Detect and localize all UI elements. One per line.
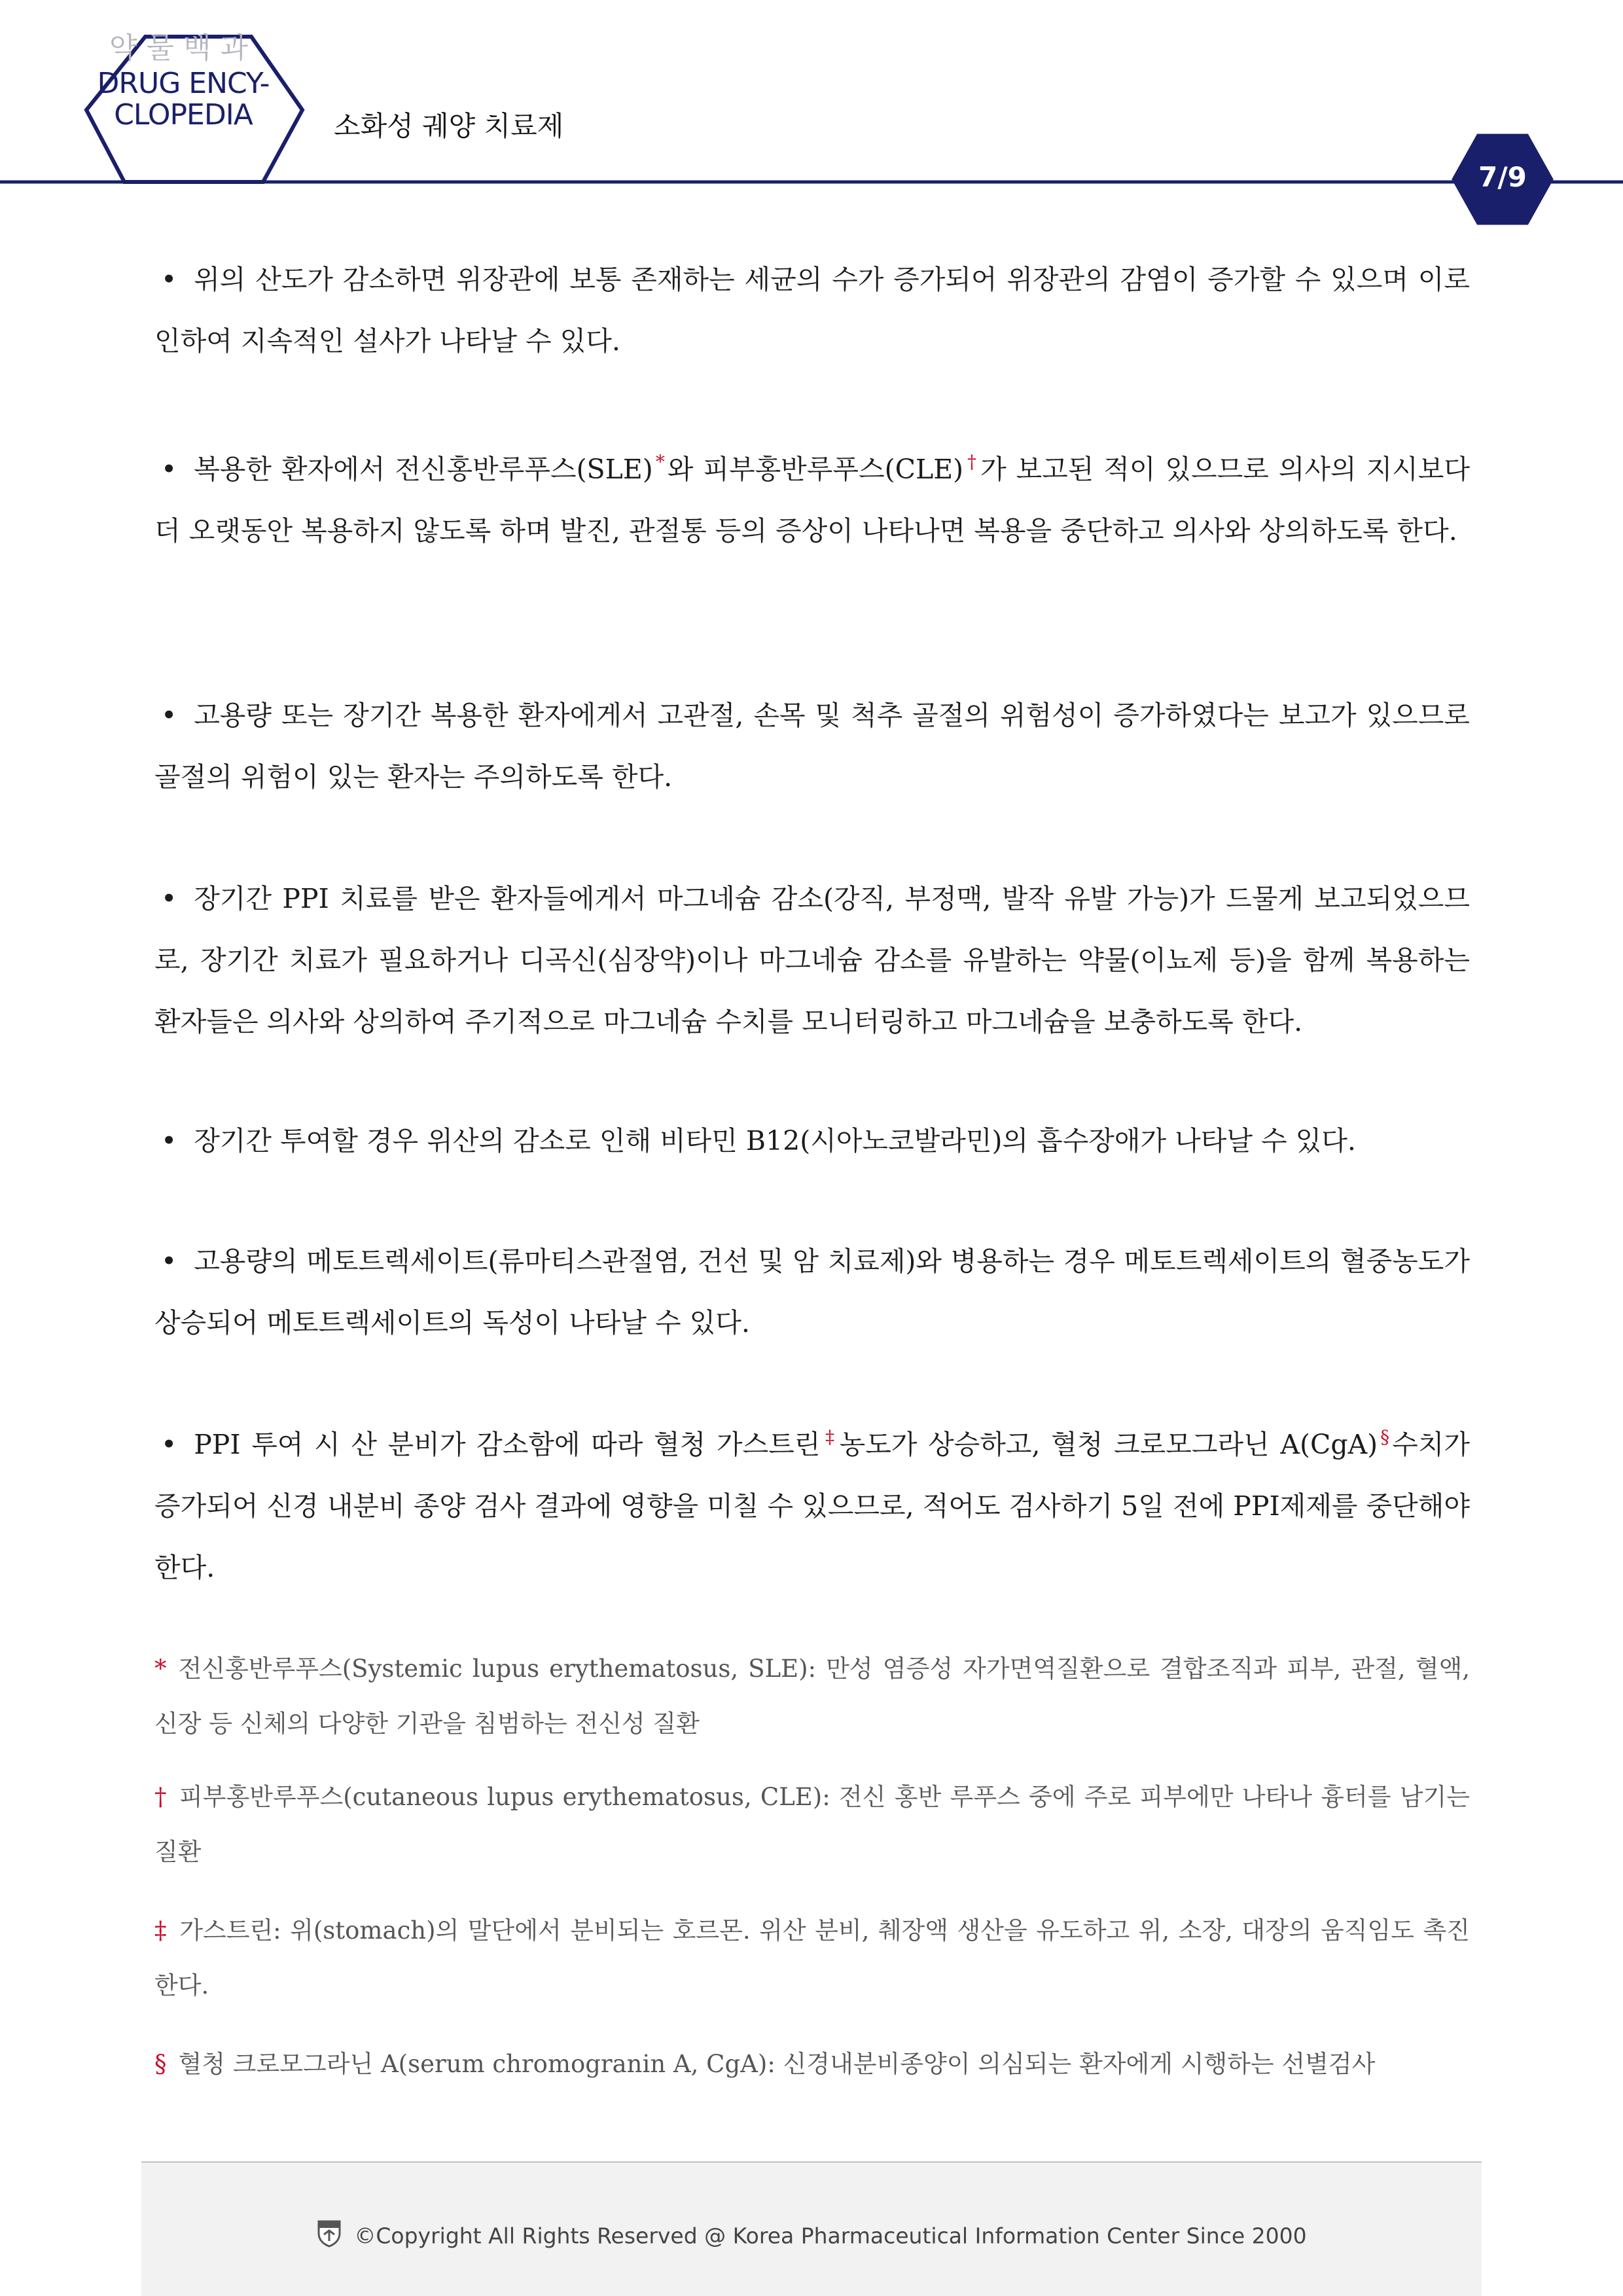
paragraph-methotrexate (154, 1230, 1470, 1354)
footnote-gastrin (154, 1903, 1470, 2013)
paragraph-chromogranin (154, 1414, 1470, 1598)
paragraph-vitamin-b12 (154, 1110, 1356, 1172)
copyright-notice (0, 2219, 1623, 2253)
paragraph-text: PPI 투여 시 산 분비가 감소함에 따라 혈청 가스트린 (194, 1429, 821, 1460)
document-title: 소화성 궤양 치료제 (334, 110, 564, 142)
bullet: • (161, 1429, 177, 1460)
bullet: • (161, 1246, 177, 1277)
footnote-mark: † (154, 1783, 168, 1811)
paragraph-lupus (154, 439, 1470, 562)
footnote-mark: ‡ (154, 1916, 168, 1945)
bullet: • (161, 883, 177, 914)
paragraph-text: 와 피부홍반루푸스(CLE) (667, 454, 964, 485)
footnote-ref: ‡ (823, 1426, 837, 1448)
footnote-text: 전신홍반루푸스(Systemic lupus erythematosus, SLE): 만성 염증성 자가면역질환으로 결합조직과 피부, 관절, 혈액, 신장 등 신체의 다양한 기관을 침범하는 전신성 질환 (154, 1655, 1470, 1738)
paragraph-text: 고용량 또는 장기간 복용한 환자에게서 고관절, 손목 및 척추 골절의 위험성이 증가하였다는 보고가 있으므로 골절의 위험이 있는 환자는 주의하도록 한다. (154, 700, 1470, 793)
bullet: • (161, 1125, 177, 1157)
paragraph-text: 복용한 환자에서 전신홍반루푸스(SLE) (194, 454, 653, 485)
brand-english-line1: DRUG ENCY- (97, 67, 270, 100)
footnote-text: 가스트린: 위(stomach)의 말단에서 분비되는 호르몬. 위산 분비, 췌장액 생산을 유도하고 위, 소장, 대장의 움직임도 촉진한다. (154, 1916, 1470, 2000)
paragraph-text: 장기간 PPI 치료를 받은 환자들에게서 마그네슘 감소(강직, 부정맥, 발작 유발 가능)가 드물게 보고되었으므로, 장기간 치료가 필요하거나 디곡신(심장약)이나 마그네슘 감소를 유발하는 약물(이뇨제 등)을 함께 복용하는 환자들은 의사와 상의하여 주기적으로 마그네슘 수치를 모니터링하고 마그네슘을 보충하도록 한다. (154, 883, 1470, 1037)
paragraph-text: 장기간 투여할 경우 위산의 감소로 인해 비타민 B12(시아노코발라민)의 흡수장애가 나타날 수 있다. (194, 1125, 1356, 1157)
bullet: • (161, 454, 177, 485)
footnote-cle (154, 1770, 1470, 1880)
brand-logo (85, 29, 281, 131)
copyright-text: ©Copyright All Rights Reserved @ Korea Pharmaceutical Information Center Since 2000 (354, 2223, 1307, 2249)
footnote-text: 혈청 크로모그라닌 A(serum chromogranin A, CgA): 신경내분비종양이 의심되는 환자에게 시행하는 선별검사 (178, 2050, 1376, 2078)
bullet: • (161, 264, 177, 295)
footnote-ref: † (966, 451, 978, 473)
paragraph-infection-risk (154, 249, 1470, 372)
footer-divider (141, 2161, 1482, 2163)
footnote-ref: § (1380, 1426, 1390, 1448)
bullet: • (161, 700, 177, 731)
paragraph-magnesium (154, 868, 1470, 1052)
paragraph-text: 농도가 상승하고, 혈청 크로모그라닌 A(CgA) (839, 1429, 1378, 1460)
brand-english-line2: CLOPEDIA (114, 98, 253, 132)
footnote-mark: § (154, 2050, 167, 2078)
crest-icon (316, 2219, 342, 2253)
paragraph-fracture-risk (154, 685, 1470, 808)
brand-korean: 약물백과 (109, 31, 257, 65)
page-number: 7/9 (1478, 161, 1527, 193)
footnote-mark: * (154, 1655, 167, 1683)
paragraph-text: 수치가 증가되어 신경 내분비 종양 검사 결과에 영향을 미칠 수 있으므로, 적어도 검사하기 5일 전에 PPI제제를 중단해야 한다. (154, 1429, 1470, 1583)
footnote-sle (154, 1641, 1470, 1751)
footnote-ref: * (655, 451, 665, 473)
footnote-chromogranin (154, 2037, 1375, 2092)
paragraph-text: 고용량의 메토트렉세이트(류마티스관절염, 건선 및 암 치료제)와 병용하는 경우 메토트렉세이트의 혈중농도가 상승되어 메토트렉세이트의 독성이 나타날 수 있다. (154, 1246, 1470, 1338)
page-header (0, 0, 1623, 236)
paragraph-text: 위의 산도가 감소하면 위장관에 보통 존재하는 세균의 수가 증가되어 위장관의 감염이 증가할 수 있으며 이로 인하여 지속적인 설사가 나타날 수 있다. (154, 264, 1470, 357)
paragraph-text: 가 보고된 적이 있으므로 의사의 지시보다 더 오랫동안 복용하지 않도록 하며 발진, 관절통 등의 증상이 나타나면 복용을 중단하고 의사와 상의하도록 한다. (154, 454, 1470, 547)
footnote-text: 피부홍반루푸스(cutaneous lupus erythematosus, CLE): 전신 홍반 루푸스 중에 주로 피부에만 나타나 흉터를 남기는 질환 (154, 1783, 1471, 1866)
